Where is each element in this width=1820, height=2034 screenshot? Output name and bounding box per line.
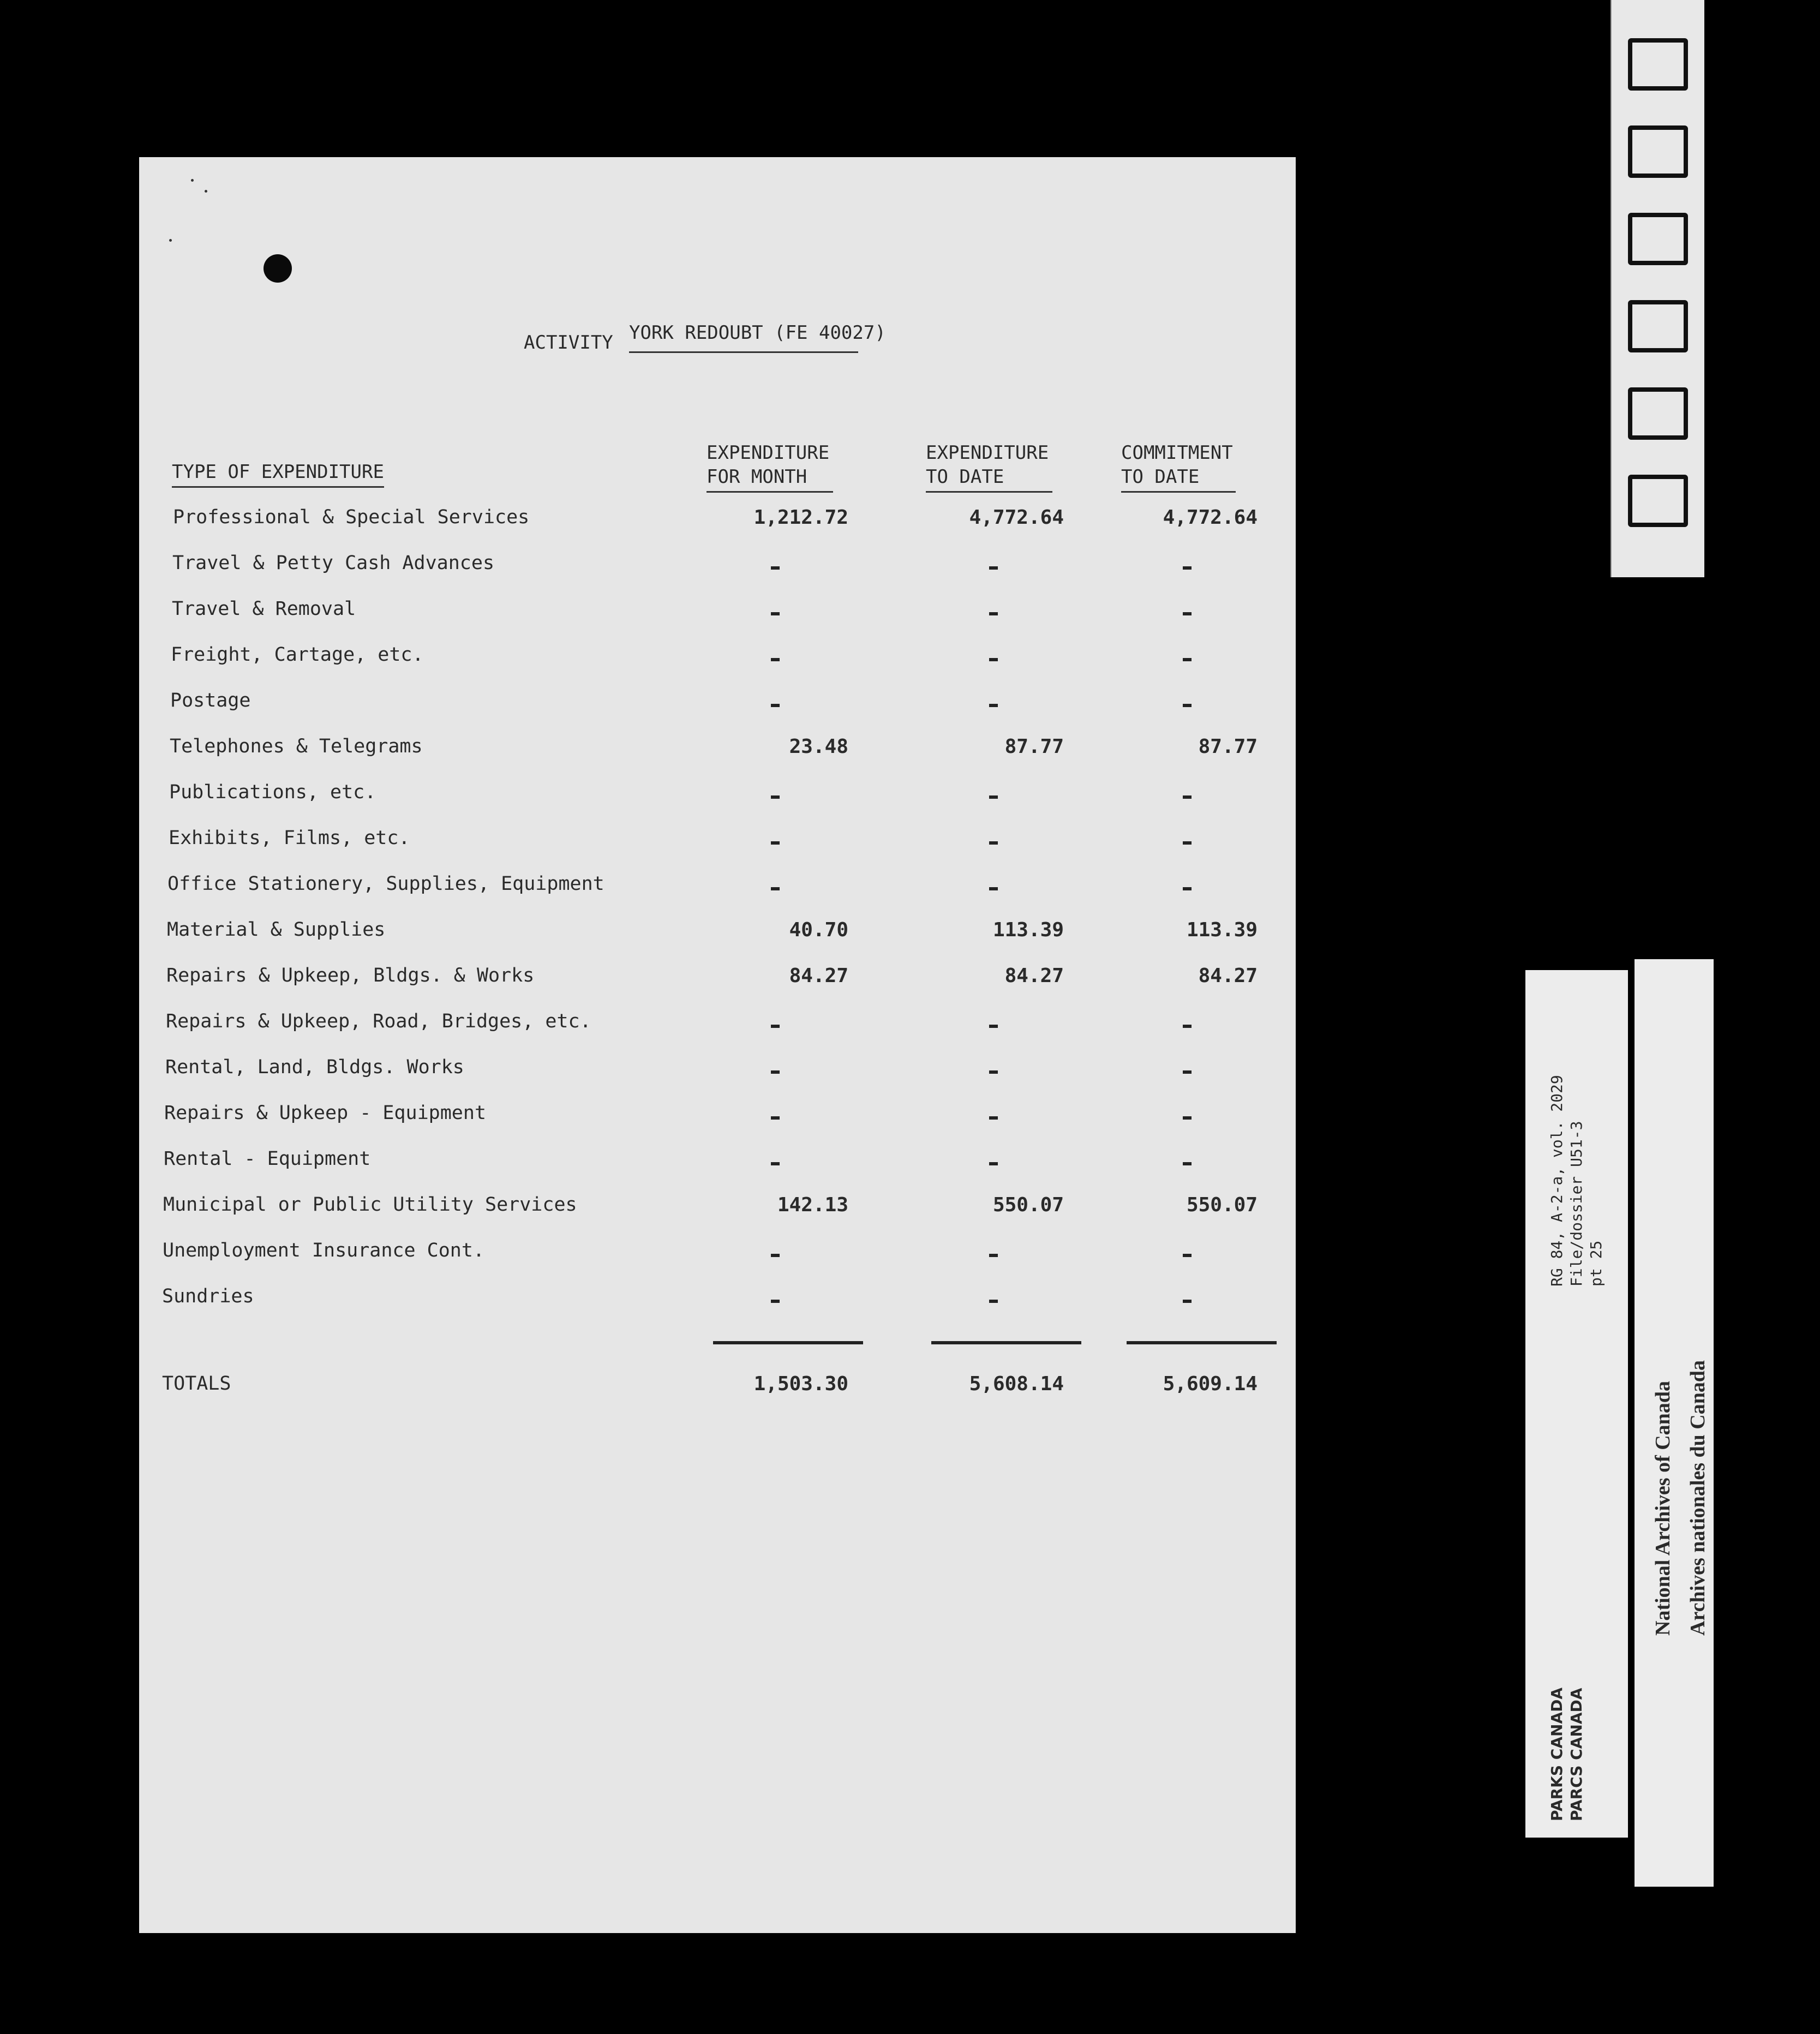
dash-month (771, 658, 780, 661)
speck (169, 239, 172, 242)
cell-month: 1,212.72 (753, 506, 848, 529)
row-label: Postage (170, 690, 251, 711)
dash-commitment (1183, 1116, 1192, 1120)
cell-to-date: 550.07 (992, 1194, 1064, 1216)
dash-to-date (989, 795, 998, 799)
header-expenditure-for-month: EXPENDITURE FOR MONTH (707, 441, 833, 493)
dash-to-date (989, 704, 998, 707)
dash-commitment (1183, 658, 1192, 661)
row-label: Travel & Removal (172, 598, 356, 620)
row-label: Unemployment Insurance Cont. (163, 1240, 485, 1261)
stamp-digit (1628, 38, 1688, 91)
header-type-of-expenditure: TYPE OF EXPENDITURE (172, 460, 384, 488)
dash-commitment (1183, 795, 1192, 799)
dash-commitment (1183, 1300, 1192, 1303)
stamp-digit (1628, 300, 1688, 352)
dash-commitment (1183, 841, 1192, 845)
cell-commitment: 4,772.64 (1163, 506, 1258, 529)
dash-month (771, 1300, 780, 1303)
cell-month: 23.48 (789, 735, 848, 758)
dash-to-date (989, 658, 998, 661)
frame-number-stamp (1611, 0, 1704, 577)
archives-name: National Archives of Canada Archives nationales du Canada (1651, 1360, 1709, 1636)
row-label: Sundries (162, 1285, 254, 1307)
national-archives-label (1635, 959, 1714, 1887)
dash-commitment (1183, 1025, 1192, 1028)
row-label: Exhibits, Films, etc. (169, 827, 410, 849)
dash-to-date (989, 566, 998, 570)
dash-month (771, 1116, 780, 1120)
row-label: Publications, etc. (169, 781, 376, 803)
dash-commitment (1183, 1070, 1192, 1074)
dash-to-date (989, 1300, 998, 1303)
dash-commitment (1183, 887, 1192, 890)
activity-value: YORK REDOUBT (FE 40027) (629, 322, 858, 353)
cell-commitment: 113.39 (1186, 919, 1258, 941)
cell-to-date: 87.77 (1004, 735, 1064, 758)
dash-to-date (989, 1070, 998, 1074)
row-label: Rental - Equipment (164, 1148, 371, 1170)
totals-label: TOTALS (162, 1373, 231, 1395)
total-rule-month (713, 1341, 863, 1344)
stamp-digit (1628, 213, 1688, 265)
total-commitment: 5,609.14 (1163, 1373, 1258, 1395)
cell-commitment: 550.07 (1186, 1194, 1258, 1216)
speck (205, 190, 207, 193)
activity-label: ACTIVITY (524, 332, 613, 354)
punch-hole (264, 254, 292, 283)
dash-month (771, 1162, 780, 1165)
dash-commitment (1183, 1162, 1192, 1165)
total-rule-to-date (931, 1341, 1081, 1344)
dash-to-date (989, 1254, 998, 1257)
dash-to-date (989, 1025, 998, 1028)
cell-commitment: 87.77 (1198, 735, 1258, 758)
dash-commitment (1183, 566, 1192, 570)
dash-month (771, 612, 780, 615)
row-label: Office Stationery, Supplies, Equipment (167, 873, 604, 895)
row-label: Professional & Special Services (173, 506, 530, 528)
dash-month (771, 566, 780, 570)
dash-to-date (989, 612, 998, 615)
row-label: Municipal or Public Utility Services (163, 1194, 577, 1216)
header-commitment-to-date: COMMITMENT TO DATE (1121, 441, 1236, 493)
row-label: Material & Supplies (167, 919, 386, 941)
stamp-digit (1628, 125, 1688, 178)
cell-to-date: 84.27 (1004, 965, 1064, 987)
cell-to-date: 113.39 (992, 919, 1064, 941)
dash-month (771, 1025, 780, 1028)
row-label: Repairs & Upkeep - Equipment (164, 1102, 487, 1124)
cell-commitment: 84.27 (1198, 965, 1258, 987)
dash-month (771, 795, 780, 799)
stamp-digit (1628, 387, 1688, 440)
document-page (139, 157, 1296, 1933)
dash-commitment (1183, 612, 1192, 615)
dash-to-date (989, 841, 998, 845)
cell-month: 40.70 (789, 919, 848, 941)
dash-commitment (1183, 704, 1192, 707)
cell-month: 84.27 (789, 965, 848, 987)
total-rule-commitment (1127, 1341, 1277, 1344)
dash-to-date (989, 1116, 998, 1120)
dash-month (771, 1070, 780, 1074)
agency-name: PARKS CANADA PARCS CANADA (1548, 1687, 1585, 1821)
dash-month (771, 887, 780, 890)
dash-to-date (989, 1162, 998, 1165)
dash-month (771, 1254, 780, 1257)
row-label: Repairs & Upkeep, Road, Bridges, etc. (166, 1010, 591, 1032)
dash-to-date (989, 887, 998, 890)
cell-month: 142.13 (777, 1194, 848, 1216)
cell-to-date: 4,772.64 (969, 506, 1064, 529)
dash-month (771, 841, 780, 845)
stamp-digit (1628, 475, 1688, 527)
row-label: Freight, Cartage, etc. (171, 644, 424, 666)
dash-month (771, 704, 780, 707)
total-to-date: 5,608.14 (969, 1373, 1064, 1395)
archive-reference: RG 84, A-2-a, vol. 2029 File/dossier U51-3 pt 25 (1548, 1075, 1605, 1287)
row-label: Travel & Petty Cash Advances (172, 552, 495, 574)
row-label: Telephones & Telegrams (170, 735, 423, 757)
speck (191, 179, 194, 182)
row-label: Repairs & Upkeep, Bldgs. & Works (166, 965, 535, 986)
total-month: 1,503.30 (753, 1373, 848, 1395)
dash-commitment (1183, 1254, 1192, 1257)
archive-reference-label (1525, 970, 1628, 1838)
row-label: Rental, Land, Bldgs. Works (165, 1056, 464, 1078)
header-expenditure-to-date: EXPENDITURE TO DATE (926, 441, 1052, 493)
